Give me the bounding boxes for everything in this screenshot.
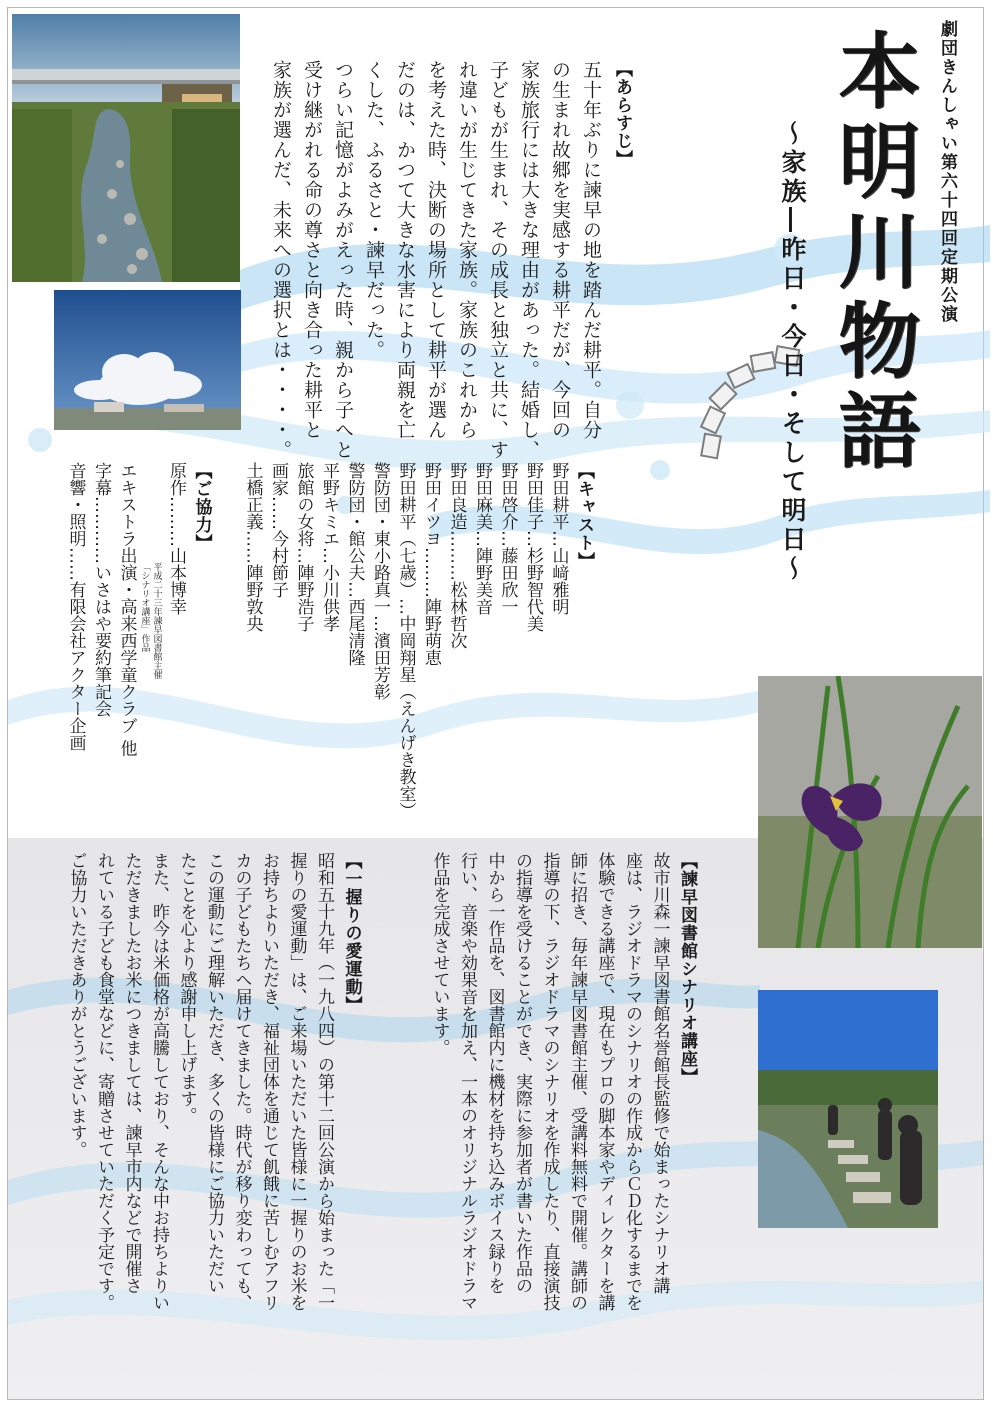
river-photo	[12, 14, 240, 282]
page-subtitle: ～家族―昨日・今日・そして明日～	[778, 120, 807, 584]
cast-line: 平野キミエ…小川供孝	[319, 462, 339, 632]
original-note-line: 平成二十三年諫早図書館主催	[151, 562, 162, 679]
cast-line: 野田耕平…山﨑雅明	[548, 462, 569, 615]
synopsis-line: つらい記憶がよみがえった時、親から子へと	[332, 60, 354, 460]
cooperation-line: エキストラ出演・高来西学童クラブ 他	[116, 462, 137, 757]
rice-movement-section	[62, 852, 365, 1392]
library-section	[425, 852, 700, 1382]
credits-section	[62, 462, 596, 832]
library-line: 師に招き、毎年諫早図書館主催、受講料無料で開催。講師の	[567, 852, 587, 1311]
synopsis-heading: 【あらすじ】	[612, 60, 632, 168]
rice-line: お持ちよりいただき、福祉団体を通じて飢餓に苦しむアフリ	[259, 852, 279, 1311]
clouds-photo	[54, 290, 241, 430]
synopsis-line: 受け継がれる命の尊さと向き合った耕平と	[301, 60, 323, 440]
library-line: 作品を完成させています。	[429, 852, 450, 1056]
cast-line: 野田イツヨ………陣野萌恵	[421, 462, 441, 666]
rice-line: この運動にご理解いただき、多くの皆様にご協力いただい	[204, 852, 224, 1294]
synopsis-line: 子どもが生まれ、その成長と独立と共に、す	[487, 60, 509, 460]
cast-line: 画家……今村節子	[268, 462, 288, 598]
library-heading: 【諫早図書館シナリオ講座】	[677, 852, 697, 1086]
library-line: 故市川森一諫早図書館名誉館長監修で始まったシナリオ講	[649, 852, 670, 1294]
synopsis-line: 家族が選んだ、未来への選択とは・・・・。	[270, 60, 292, 460]
synopsis-line: 家族旅行には大きな理由があった。結婚し、	[518, 60, 540, 460]
cooperation-line: 音響・照明……有限会社アクター企画	[65, 462, 86, 751]
library-line: 体験できる講座で、現在もプロの脚本家やディレクターを講	[594, 852, 615, 1311]
cooperation-line: 字幕…………いさはや要約筆記会	[91, 462, 111, 717]
rice-line: ご協力いただきありがとうございます。	[66, 852, 87, 1158]
library-line: 行い、音楽や効果音を加え、一本のオリジナルラジオドラマ	[457, 852, 477, 1311]
cast-line: 土橋正義……陣野敦央	[242, 462, 263, 632]
synopsis-section	[265, 60, 637, 460]
original-author-line	[163, 462, 189, 832]
rice-line: たことを心より感謝申し上げます。	[176, 852, 197, 1124]
stepping-stones-photo	[758, 990, 938, 1228]
cast-line: 旅館の女将…陣野浩子	[293, 462, 314, 632]
synopsis-line: くした、ふるさと・諫早だった。	[363, 60, 385, 360]
rice-line: 昭和五十九年（一九八四）の第十二回公演から始まった「一	[314, 852, 334, 1311]
library-line: 指導の下、ラジオドラマのシナリオを作成したり、直接演技	[539, 852, 560, 1311]
synopsis-line: だのは、かつて大きな水害により両親を亡	[394, 60, 416, 440]
organizer-label: 劇団きんしゃい第六十四回定期公演	[937, 20, 957, 324]
synopsis-line: れ違いが生じてきた家族。家族のこれから	[456, 60, 478, 440]
library-line: の指導を受けることができ、実際に参加者が書いた作品の	[512, 852, 532, 1294]
cooperation-heading: 【ご協力】	[191, 462, 212, 552]
rice-line: ただきましたお米につきましては、諫早市内などで開催さ	[121, 852, 142, 1294]
library-line: 座は、ラジオドラマのシナリオの作成からＣＤ化するまでを	[622, 852, 642, 1311]
synopsis-line: の生まれ故郷を実感する耕平だが、今回の	[549, 60, 571, 440]
cast-line: 警防団・東小路真一…濱田芳彰	[370, 462, 390, 700]
original-author: 山本博幸	[166, 547, 186, 615]
cast-line: 野田麻美…陣野美音	[472, 462, 492, 615]
synopsis-line: を考えた時、決断の場所として耕平が選ん	[425, 60, 447, 440]
cast-line: 野田佳子…杉野智代美	[523, 462, 543, 632]
rice-heading: 【一握りの愛運動】	[341, 852, 362, 1014]
rice-line: 握りの愛運動」は、ご来場いただいた皆様に一握りのお米を	[286, 852, 307, 1311]
rice-line: れている子ども食堂などに、寄贈させていただく予定です。	[94, 852, 114, 1311]
iris-photo	[758, 676, 982, 948]
cast-line: 警防団・館公夫…西尾清隆	[344, 462, 365, 666]
cast-heading: 【キャスト】	[574, 462, 594, 570]
original-label: 原作………	[166, 462, 186, 547]
synopsis-line: 五十年ぶりに諫早の地を踏んだ耕平。自分	[580, 60, 602, 440]
library-line: 中から一作品を、図書館内に機材を持ち込みボイス録りを	[484, 852, 505, 1294]
rice-line: また、昨今は米価格が高騰しており、そんな中お持ちよりい	[149, 852, 169, 1311]
rice-line: カの子どもたちへ届けてきました。時代が移り変わっても、	[231, 852, 252, 1311]
page-title: 本明川物語	[825, 28, 921, 478]
cast-line: 野田啓介…藤田欣一	[497, 462, 518, 615]
cast-line: 野田良造………松林哲次	[446, 462, 467, 649]
original-note-line: 「シナリオ講座」作品	[139, 562, 150, 652]
cast-line: 野田耕平（七歳）…中岡翔星（えんげき教室）	[395, 462, 416, 819]
